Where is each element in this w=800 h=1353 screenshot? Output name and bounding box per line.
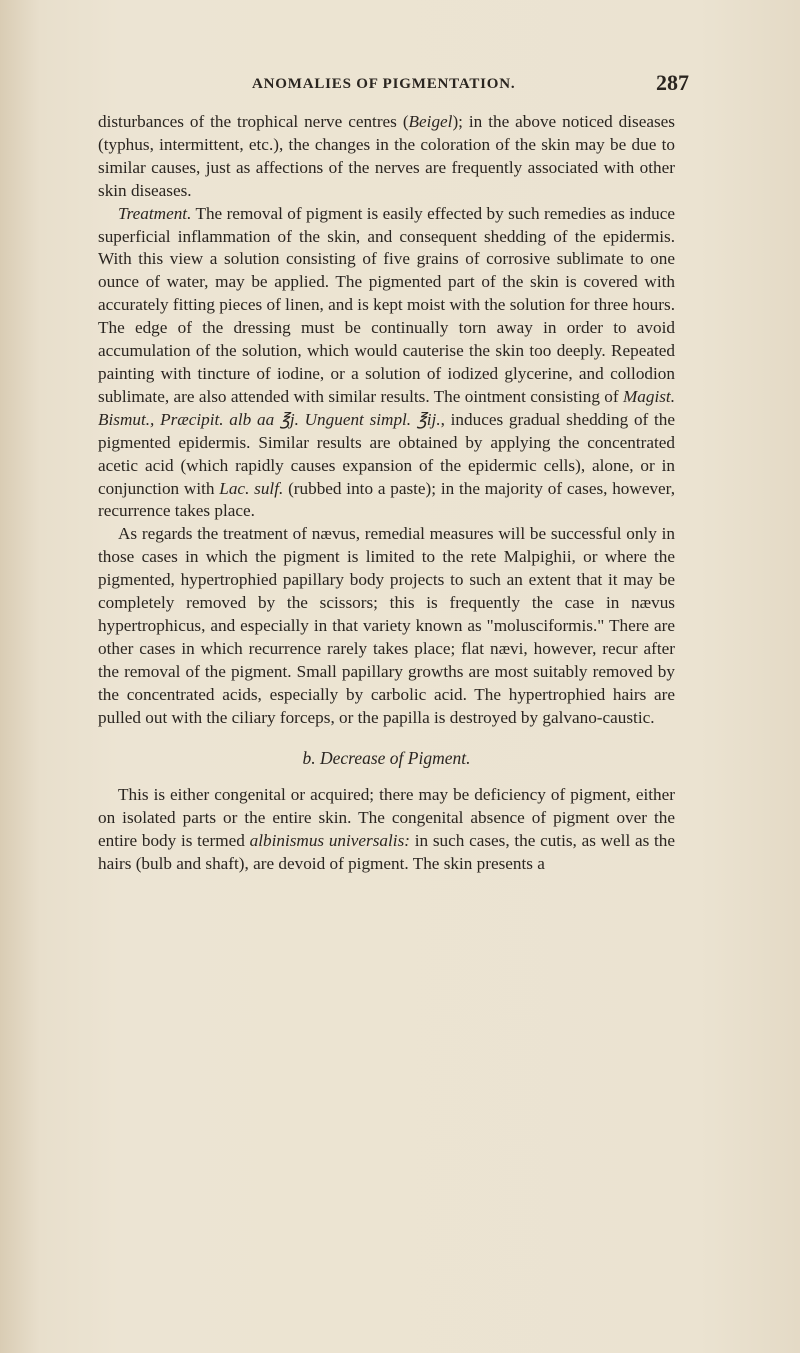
- section-letter: b.: [302, 748, 316, 769]
- paragraph-decrease: [98, 784, 675, 876]
- section-heading: [98, 747, 675, 770]
- section-title: Decrease of Pigment.: [320, 748, 471, 769]
- treatment-label: Treatment.: [118, 203, 192, 223]
- lac-sulf: Lac. sulf.: [219, 478, 284, 498]
- text-run: The removal of pigment is easily effected by such remedies as induce superficial inflammation of the skin, and consequent shedding of the epidermis. With this view a solution consisting of five grains of corrosive sublimate to one ounce of water, may be applied. The pigmented part of the skin is covered with accurately fitting pieces of linen, and is kept moist with the solution for three hours. The edge of the dressing must be continually torn away in order to avoid accumulation of the solution, which would cauterise the skin too deeply. Repeated painting with tincture of iodine, or a solution of iodized glycerine, and collodion sublimate, are also attended with similar results. The ointment consisting of: [98, 203, 675, 406]
- text-run: , induces gradual shedding of the pigmented epidermis. Similar results are obtained by applying the concentrated acetic acid (which rapidly causes expansion of the epidermic cells), alone, or in conjunction with: [98, 409, 675, 498]
- body-text: [98, 111, 675, 876]
- page-header: [0, 70, 800, 100]
- running-head: ANOMALIES OF PIGMENTATION.: [252, 76, 516, 92]
- text-run: disturbances of the trophical nerve centres (: [98, 112, 409, 131]
- paragraph-treatment: [98, 203, 675, 524]
- text-run: in such cases, the cutis, as well as the hairs (bulb and shaft), are devoid of pigment. The skin presents a: [98, 831, 675, 874]
- paragraph-naevus: As regards the treatment of nævus, remedial measures will be successful only in those cases in which the pigment is limited to the rete Malpighii, or where the pigmented, hypertrophied papillary body projects to such an extent that it may be completely removed by the scissors; this is frequently the case in nævus hypertrophicus, and especially in that variety known as "molusciformis." There are other cases in which recurrence rarely takes place; flat nævi, however, recur after the removal of the pigment. Small papillary growths are most suitably removed by the concentrated acids, especially by carbolic acid. The hypertrophied hairs are pulled out with the ciliary forceps, or the papilla is destroyed by galvano-caustic.: [98, 524, 675, 727]
- text-run: This is either congenital or acquired; there may be deficiency of pigment, either on isolated parts or the entire skin. The congenital absence of pigment over the entire body is termed: [98, 785, 675, 851]
- citation-beigel: Beigel: [408, 112, 453, 131]
- page-number: 287: [656, 70, 689, 95]
- paragraph-trophical: [98, 111, 675, 203]
- ointment-formula: Magist. Bismut., Præcipit. alb aa ℥j. Unguent simpl. ℥ij.: [98, 386, 675, 429]
- text-run: ); in the above noticed diseases (typhus, intermittent, etc.), the changes in the coloration of the skin may be due to similar causes, just as affections of the nerves are frequently associated with other skin diseases.: [98, 112, 675, 200]
- albinismus-term: albinismus universalis:: [249, 831, 410, 851]
- text-run: (rubbed into a paste); in the majority of cases, however, recurrence takes place.: [98, 478, 675, 521]
